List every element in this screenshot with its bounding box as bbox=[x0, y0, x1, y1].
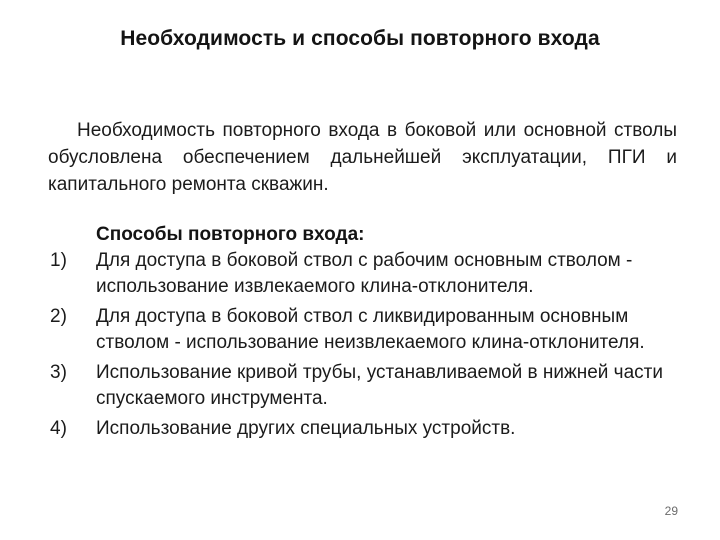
list-item-text bbox=[96, 248, 680, 300]
paragraph-line: Необходимость повторного входа в боковой или основной стволы bbox=[77, 120, 677, 141]
list-item-text bbox=[96, 416, 680, 442]
section-heading: Способы повторного входа: bbox=[96, 224, 365, 245]
paragraph-line: обусловлена обеспечением дальнейшей эксплуатации, ПГИ и bbox=[48, 147, 677, 168]
page-number: 29 bbox=[664, 504, 678, 518]
list-item-line: использование извлекаемого клина-отклонителя. bbox=[96, 276, 534, 297]
list-item-text bbox=[96, 304, 680, 356]
list-item-line: Для доступа в боковой ствол с ликвидированным основным bbox=[96, 306, 629, 327]
list-item-line: стволом - использование неизвлекаемого клина-отклонителя. bbox=[96, 332, 645, 353]
methods-list bbox=[50, 248, 680, 442]
list-item-text bbox=[96, 360, 680, 412]
list-item-line: спускаемого инструмента. bbox=[96, 388, 328, 409]
list-item-line: Для доступа в боковой ствол с рабочим основным стволом - bbox=[96, 250, 633, 271]
list-item-line: Использование других специальных устройств. bbox=[96, 418, 516, 439]
list-item-marker: 3) bbox=[50, 362, 67, 383]
list-item-marker: 2) bbox=[50, 306, 67, 327]
list-item-marker: 4) bbox=[50, 418, 67, 439]
list-item bbox=[50, 248, 680, 300]
list-item-marker: 1) bbox=[50, 250, 67, 271]
list-item bbox=[50, 360, 680, 412]
list-item bbox=[50, 416, 680, 442]
list-item-line: Использование кривой трубы, устанавливаемой в нижней части bbox=[96, 362, 663, 383]
list-item bbox=[50, 304, 680, 356]
slide-title: Необходимость и способы повторного входа bbox=[120, 27, 600, 50]
paragraph-line: капитального ремонта скважин. bbox=[48, 174, 329, 195]
intro-paragraph bbox=[48, 117, 677, 198]
